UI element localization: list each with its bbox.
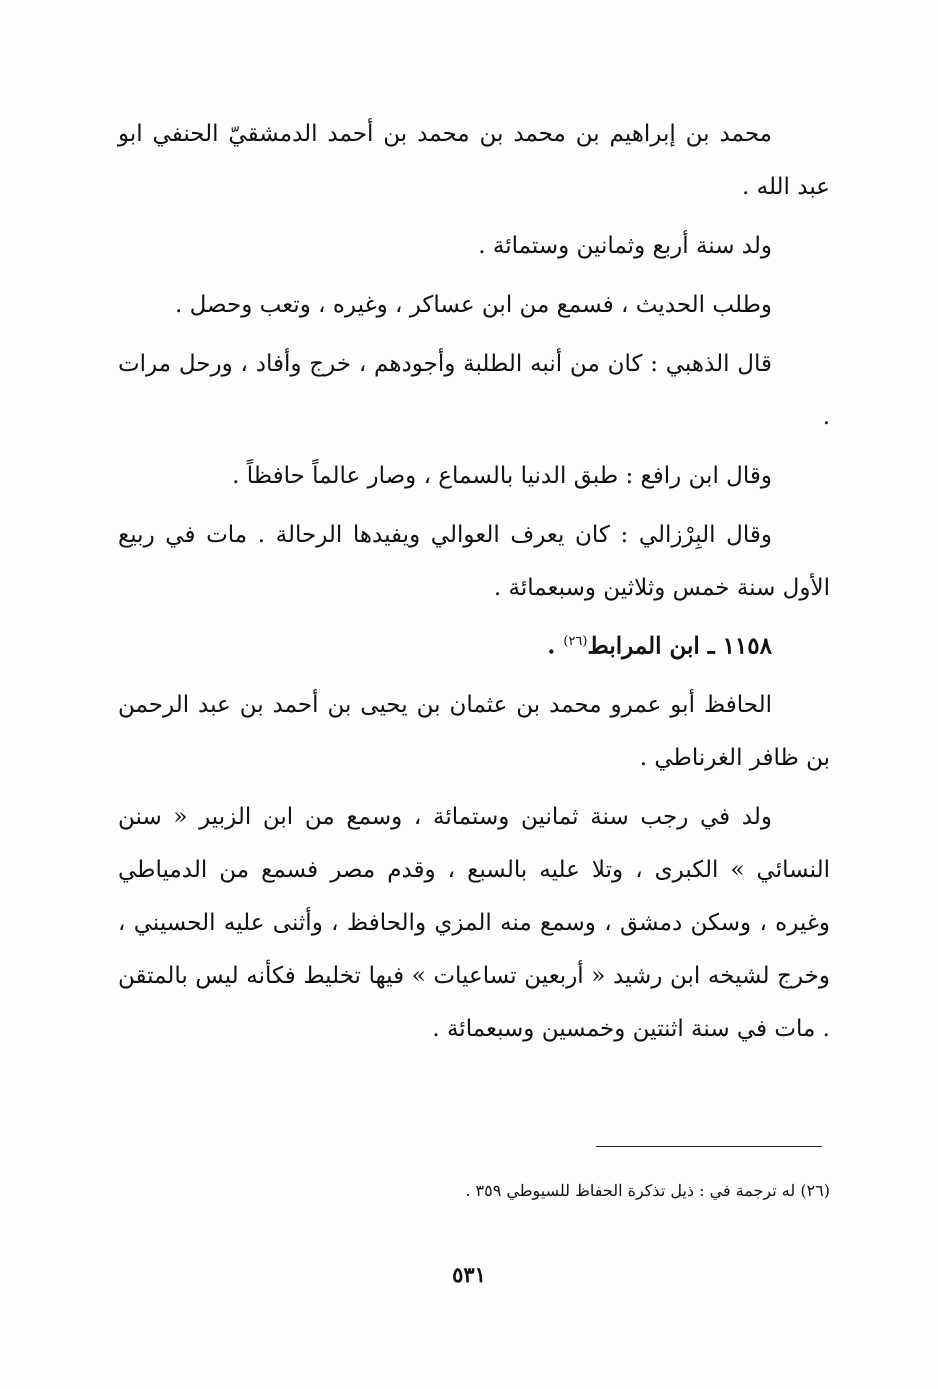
entry-heading <box>118 615 830 673</box>
paragraph-birzali-quote: وقال البِرْزالي : كان يعرف العوالي ويفيدها الرحالة . مات في ربيع الأول سنة خمس وثلاثين وسبعمائة . <box>118 522 830 601</box>
page-number: ٥٣١ <box>452 1262 486 1287</box>
paragraph-name-lineage: محمد بن إبراهيم بن محمد بن محمد بن أحمد الدمشقيّ الحنفي ابو عبد الله . <box>118 121 830 200</box>
paragraph-dhahabi-quote: قال الذهبي : كان من أنبه الطلبة وأجودهم ، خرج وأفاد ، ورحل مرات . <box>118 351 830 430</box>
paragraph-name-lineage-2: الحافظ أبو عمرو محمد بن عثمان بن يحيى بن أحمد بن عبد الرحمن بن ظافر الغرناطي . <box>118 691 830 771</box>
paragraph-ibn-rafi-quote: وقال ابن رافع : طبق الدنيا بالسماع ، وصار عالماً حافظاً . <box>232 463 772 489</box>
entry-title: ـ ابن المرابط <box>587 632 715 660</box>
paragraph-biography: ولد في رجب سنة ثمانين وستمائة ، وسمع من ابن الزبير « سنن النسائي » الكبرى ، وتلا عليه بالسبع ، وقدم مصر فسمع من الدمياطي وغيره ، وسكن دمشق ، وسمع منه المزي والحافظ ، وأثنى عليه الحسيني ، وخرج لشيخه ابن رشيد « أربعين تساعيات » فيها تخليط فكأنه ليس بالمتقن . مات في سنة اثنتين وخمسين وسبعمائة . <box>118 803 830 1042</box>
entry-number: ١١٥٨ <box>722 632 772 660</box>
footnote-reference: (٢٦) <box>563 634 588 649</box>
footnote: (٢٦) له ترجمة في : ذيل تذكرة الحفاظ للسيوطي ٣٥٩ . <box>465 1181 830 1200</box>
paragraph-birth: ولد سنة أربع وثمانين وستمائة . <box>478 233 772 259</box>
entry-heading-end: . <box>547 632 564 660</box>
main-text <box>118 108 830 1056</box>
paragraph-study: وطلب الحديث ، فسمع من ابن عساكر ، وغيره ، وتعب وحصل . <box>175 292 772 318</box>
footnote-divider <box>596 1146 822 1147</box>
